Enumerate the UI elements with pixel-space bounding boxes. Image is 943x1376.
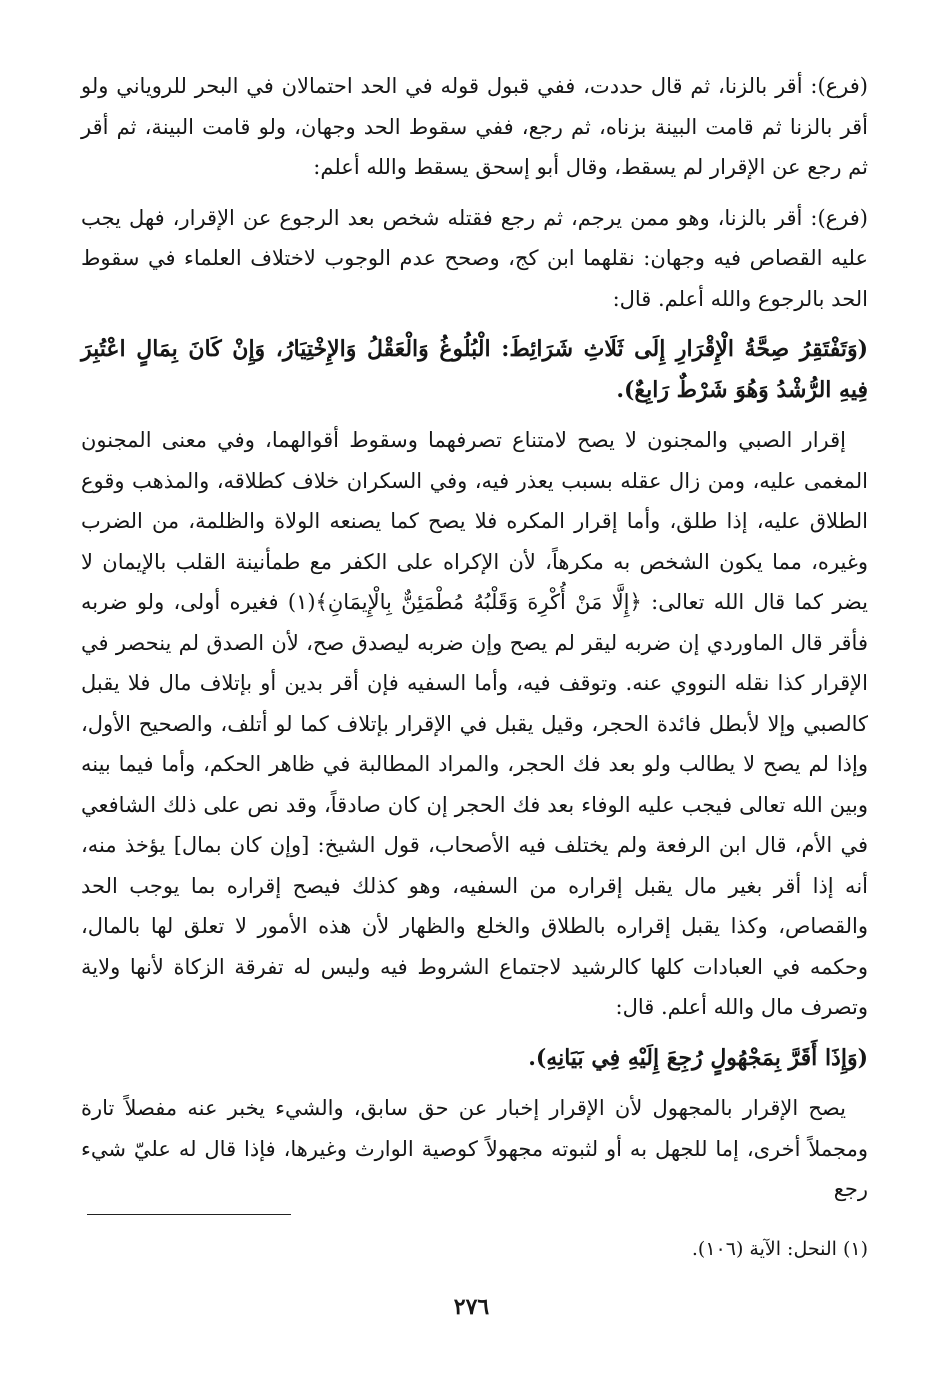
page-body: [81, 66, 868, 1210]
footnote-divider: [87, 1214, 291, 1215]
footnote: (١) النحل: الآية (١٠٦).: [691, 1238, 868, 1260]
paragraph-far-2: (فرع): أقر بالزنا، وهو ممن يرجم، ثم رجع فقتله شخص بعد الرجوع عن الإقرار، فهل يجب عليه القصاص فيه وجهان: نقلهما ابن كج، وصحح عدم الوجوب لاختلاف العلماء في سقوط الحد بالرجوع والله أعلم. قال:: [81, 205, 868, 311]
paragraph-commentary-2: يصح الإقرار بالمجهول لأن الإقرار إخبار عن حق سابق، والشيء يخبر عنه مفصلاً تارة ومجملاً أخرى، إما للجهل به أو لثبوته مجهولاً كوصية الوارث وغيرها، فإذا قال له عليّ شيء رجع: [81, 1096, 868, 1201]
paragraph-far-1: (فرع): أقر بالزنا، ثم قال حددت، ففي قبول قوله في الحد احتمالان في البحر للروياني ولو أقر بالزنا ثم قامت البينة بزناه، ثم رجع، ففي سقوط الحد وجهان، ولو قامت البينة، ثم أقر ثم رجع عن الإقرار لم يسقط، وقال أبو إسحق يسقط والله أعلم:: [81, 74, 868, 179]
matn-text-unknown: (وَإِذَا أَقَرَّ بِمَجْهُولٍ رُجِعَ إِلَيْهِ فِي بَيَانِهِ).: [528, 1044, 868, 1071]
matn-text-conditions: (وَتَفْتَقِرُ صِحَّةُ الْإِقْرَارِ إِلَى ثَلَاثِ شَرَائِطَ: الْبُلُوغُ وَالْعَقْلُ وَالإِخْتِيَارُ، وَإِنْ كَانَ بِمَالٍ اعْتُبِرَ فِيهِ الرُّشْدُ وَهُوَ شَرْطٌ رَابِعٌ).: [81, 336, 868, 403]
paragraph-commentary-1: إقرار الصبي والمجنون لا يصح لامتناع تصرفهما وسقوط أقوالهما، وفي معنى المجنون المغمى عليه، ومن زال عقله بسبب يعذر فيه، وفي السكران خلاف كطلاقه، والمذهب وقوع الطلاق عليه، إذا طلق، وأما إقرار المكره فلا يصح كما يصنعه الولاة والظلمة، من الضرب وغيره، مما يكون الشخص به مكرهاً، لأن الإكراه على الكفر مع طمأنينة القلب بالإيمان لا يضر كما قال الله تعالى: ﴿إِلَّا مَنْ أُكْرِهَ وَقَلْبُهُ مُطْمَئِنٌّ بِالْإِيمَانِ﴾(١) فغيره أولى، ولو ضربه فأقر قال الماوردي إن ضربه ليقر لم يصح وإن ضربه ليصدق صح، لأن الصدق لم ينحصر في الإقرار كذا نقله النووي عنه. وتوقف فيه، وأما السفيه فإن أقر بدين أو بإتلاف مال فلا يقبل كالصبي وإلا لأبطل فائدة الحجر، وقيل يقبل في الإقرار بإتلاف كما لو أتلف، والصحيح الأول، وإذا لم يصح لا يطالب ولو بعد فك الحجر، والمراد المطالبة في ظاهر الحكم، وأما فيما بينه وبين الله تعالى فيجب عليه الوفاء بعد فك الحجر إن كان صادقاً، وقد نص على ذلك الشافعي في الأم، قال ابن الرفعة ولم يختلف فيه الأصحاب، قول الشيخ: [وإن كان بمال] يؤخذ منه، أنه إذا أقر بغير مال يقبل إقراره من السفيه، وهو كذلك فيصح إقراره بما يوجب الحد والقصاص، وكذا يقبل إقراره بالطلاق والخلع والظهار لأن هذه الأمور لا تعلق لها بالمال، وحكمه في العبادات كلها كالرشيد لاجتماع الشروط فيه وليس له تفرقة الزكاة لأنها ولاية وتصرف مال والله أعلم. قال:: [81, 428, 868, 1019]
page-number: ٢٧٦: [453, 1294, 490, 1320]
